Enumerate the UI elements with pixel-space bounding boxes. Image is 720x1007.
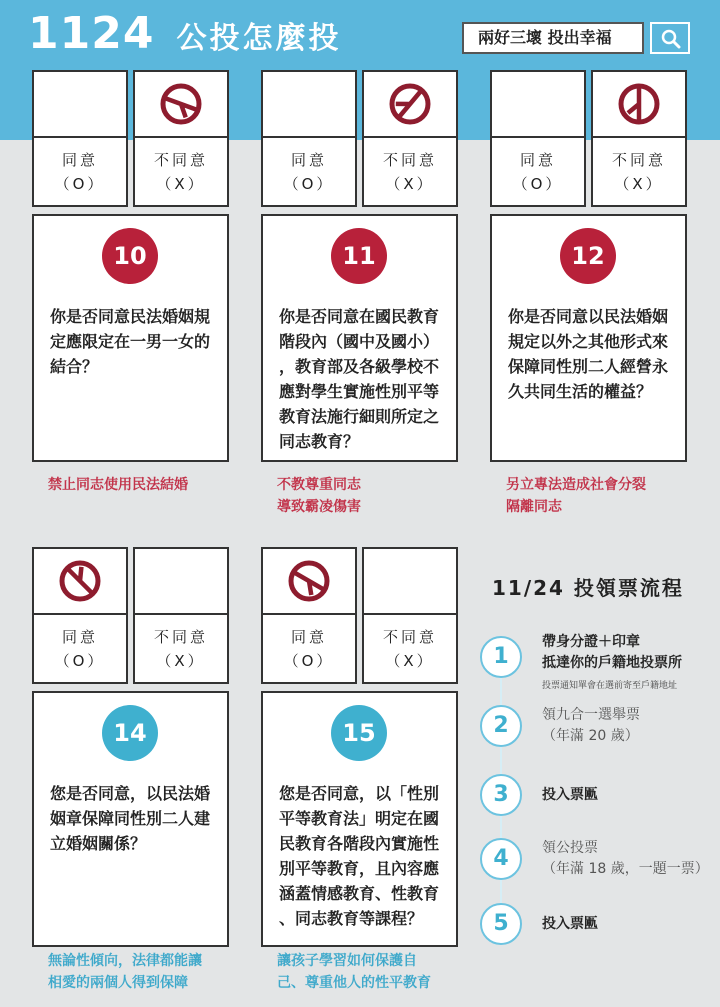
vote-boxes (32, 547, 229, 684)
step-text (542, 705, 640, 747)
disagree-label (593, 148, 685, 196)
disagree-label-symbol: （X） (156, 175, 206, 193)
step-text (542, 632, 682, 674)
agree-label-symbol: （O） (54, 652, 106, 670)
disagree-label-symbol: （X） (614, 175, 664, 193)
page-title (28, 8, 341, 59)
agree-label (263, 625, 355, 673)
vote-boxes (261, 70, 458, 207)
question-line: 、同志教育等課程？ (279, 909, 424, 928)
disagree-label (135, 148, 227, 196)
step-line: 領九合一選舉票 (542, 707, 640, 723)
agree-label-symbol: （O） (283, 175, 335, 193)
agree-label-text: 同意 (519, 151, 556, 169)
question-line: 階段內（國中及國小） (279, 332, 440, 351)
box-divider (263, 136, 355, 138)
question-text (50, 781, 220, 856)
agree-label-text: 同意 (290, 151, 327, 169)
step-line: （年滿 18 歲，一題一票） (542, 861, 709, 877)
question-line: 涵蓋情感教育、性教育 (279, 884, 440, 903)
ballot-stamp-icon (58, 559, 102, 603)
agree-box[interactable] (32, 70, 128, 207)
step-line: 投入票匭 (542, 915, 598, 932)
question-line: 你是否同意在國民教育 (279, 307, 440, 326)
disagree-label-text: 不同意 (382, 151, 437, 169)
note-line: 禁止同志使用民法結婚 (48, 477, 188, 493)
title-number: 1124 (28, 8, 155, 59)
ballot-stamp-icon (617, 82, 661, 126)
note-line: 另立專法造成社會分裂 (506, 477, 646, 493)
question-line: ，教育部及各級學校不 (279, 357, 440, 376)
question-line: 你是否同意以民法婚姻 (508, 307, 669, 326)
note-line: 己、尊重他人的性平教育 (277, 975, 431, 991)
ballot-stamp-icon (159, 82, 203, 126)
question-line: 姻章保障同性別二人建 (50, 809, 211, 828)
agree-label (263, 148, 355, 196)
disagree-box[interactable] (362, 70, 458, 207)
question-number-badge: 10 (102, 228, 158, 284)
disagree-label (364, 625, 456, 673)
disagree-label-text: 不同意 (382, 628, 437, 646)
question-number-badge: 14 (102, 705, 158, 761)
box-divider (263, 613, 355, 615)
question-line: 民教育各階段內實施性 (279, 834, 440, 853)
question-line: 教育法施行細則所定之 (279, 407, 440, 426)
disagree-box[interactable] (133, 70, 229, 207)
question-number-badge: 11 (331, 228, 387, 284)
box-divider (135, 613, 227, 615)
step-line: （年滿 20 歲） (542, 728, 639, 744)
search-icon (661, 29, 681, 49)
question-line: 結合？ (50, 357, 99, 376)
question-line: 應對學生實施性別平等 (279, 382, 440, 401)
agree-label-symbol: （O） (512, 175, 564, 193)
agree-box[interactable] (32, 547, 128, 684)
agree-label (34, 148, 126, 196)
vote-boxes (32, 70, 229, 207)
step-text (542, 838, 709, 880)
search-input[interactable]: 兩好三壞 投出幸福 (462, 22, 644, 54)
step-note: 投票通知單會在選前寄至戶籍地址 (542, 681, 678, 691)
question-card (490, 214, 687, 462)
question-card (261, 691, 458, 947)
question-card (261, 214, 458, 462)
step-text (542, 914, 598, 935)
agree-box[interactable] (261, 547, 357, 684)
ballot-note (277, 474, 361, 518)
step-number-3: 3 (480, 774, 522, 816)
step-number-4: 4 (480, 838, 522, 880)
disagree-label-symbol: （X） (385, 175, 435, 193)
disagree-box[interactable] (591, 70, 687, 207)
disagree-label (135, 625, 227, 673)
step-number-1: 1 (480, 636, 522, 678)
step-number-2: 2 (480, 705, 522, 747)
question-line: 平等教育法」明定在國 (279, 809, 440, 828)
question-line: 您是否同意，以「性別 (279, 784, 440, 803)
note-line: 導致霸凌傷害 (277, 499, 361, 515)
disagree-box[interactable] (133, 547, 229, 684)
agree-label (492, 148, 584, 196)
ballot-stamp-icon (287, 559, 331, 603)
agree-label-text: 同意 (61, 628, 98, 646)
step-line: 帶身分證＋印章 (542, 634, 640, 650)
note-line: 不教尊重同志 (277, 477, 361, 493)
question-line: 你是否同意民法婚姻規 (50, 307, 211, 326)
question-line: 您是否同意，以民法婚 (50, 784, 211, 803)
question-line: 保障同性別二人經營永 (508, 357, 669, 376)
question-text (279, 304, 449, 454)
disagree-label-symbol: （X） (385, 652, 435, 670)
question-line: 久共同生活的權益？ (508, 382, 653, 401)
note-line: 相愛的兩個人得到保障 (48, 975, 188, 991)
disagree-label-text: 不同意 (153, 628, 208, 646)
agree-label-text: 同意 (290, 628, 327, 646)
question-line: 規定以外之其他形式來 (508, 332, 669, 351)
question-number-badge: 15 (331, 705, 387, 761)
question-text (50, 304, 220, 379)
step-line: 投入票匭 (542, 786, 598, 803)
ballot-note (277, 950, 431, 994)
question-line: 別平等教育，且內容應 (279, 859, 440, 878)
note-line: 隔離同志 (506, 499, 562, 515)
ballot-note (48, 474, 188, 496)
question-text (508, 304, 678, 404)
step-line: 抵達你的戶籍地投票所 (542, 655, 682, 671)
agree-box[interactable] (261, 70, 357, 207)
disagree-label-symbol: （X） (156, 652, 206, 670)
box-divider (135, 136, 227, 138)
note-line: 無論性傾向，法律都能讓 (48, 953, 202, 969)
question-card (32, 214, 229, 462)
question-line: 同志教育？ (279, 432, 360, 451)
agree-label (34, 625, 126, 673)
box-divider (34, 136, 126, 138)
box-divider (34, 613, 126, 615)
box-divider (593, 136, 685, 138)
vote-boxes (490, 70, 687, 207)
question-card (32, 691, 229, 947)
note-line: 讓孩子學習如何保護自 (277, 953, 417, 969)
ballot-note (506, 474, 646, 518)
step-line: 領公投票 (542, 840, 598, 856)
title-text: 公投怎麼投 (176, 21, 342, 56)
step-number-5: 5 (480, 903, 522, 945)
agree-box[interactable] (490, 70, 586, 207)
search-button[interactable] (650, 22, 690, 54)
agree-label-text: 同意 (61, 151, 98, 169)
box-divider (364, 136, 456, 138)
step-text (542, 785, 598, 806)
disagree-box[interactable] (362, 547, 458, 684)
question-line: 定應限定在一男一女的 (50, 332, 211, 351)
agree-label-symbol: （O） (54, 175, 106, 193)
box-divider (492, 136, 584, 138)
disagree-label (364, 148, 456, 196)
disagree-label-text: 不同意 (153, 151, 208, 169)
ballot-note (48, 950, 202, 994)
disagree-label-text: 不同意 (611, 151, 666, 169)
question-number-badge: 12 (560, 228, 616, 284)
box-divider (364, 613, 456, 615)
agree-label-symbol: （O） (283, 652, 335, 670)
vote-boxes (261, 547, 458, 684)
question-line: 立婚姻關係？ (50, 834, 147, 853)
question-text (279, 781, 449, 931)
flow-title: 11/24 投領票流程 (492, 576, 684, 600)
ballot-stamp-icon (388, 82, 432, 126)
